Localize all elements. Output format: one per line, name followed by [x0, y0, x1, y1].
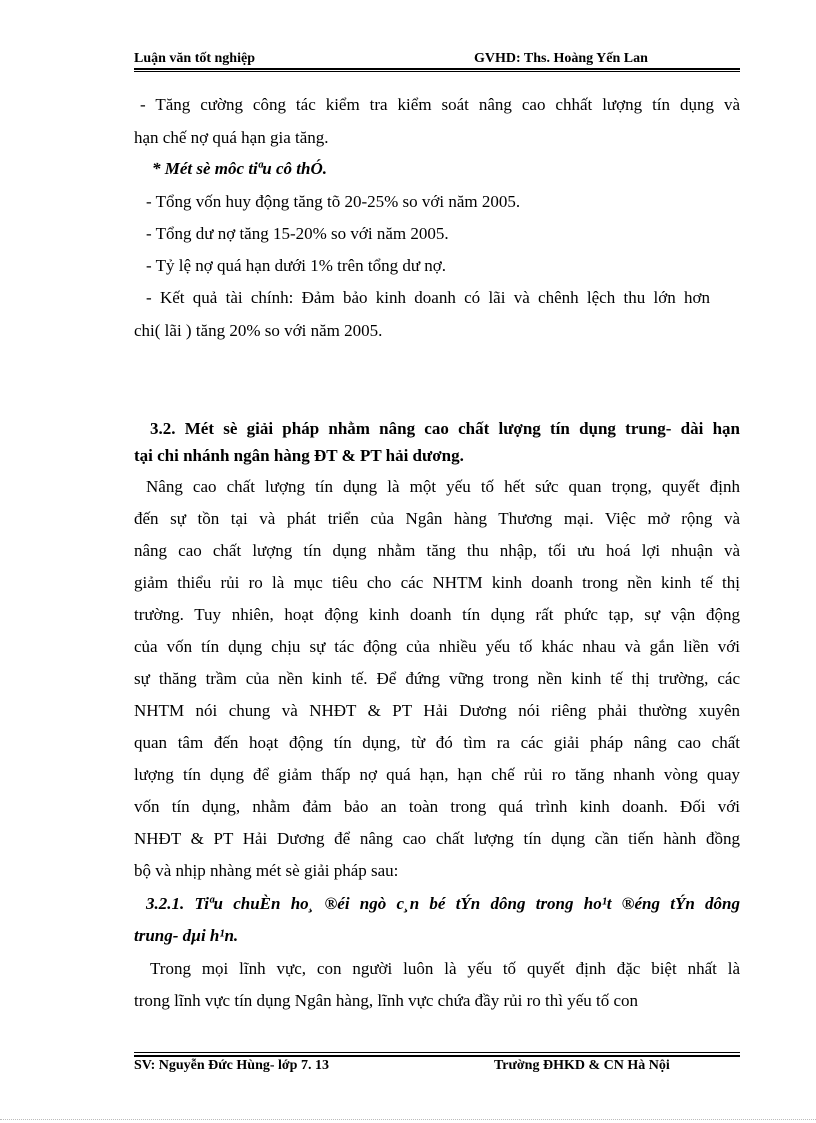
body-line: - Kết quả tài chính: Đảm bảo kinh doanh có lãi và chênh lệch thu lớn hơn [146, 288, 710, 307]
body-line: nâng cao chất lượng tín dụng nhằm tăng thu nhập, tối ưu hoá lợi nhuận và [134, 541, 740, 560]
body-line: trong lĩnh vực tín dụng Ngân hàng, lĩnh vực chứa đầy rủi ro thì yếu tố con [134, 991, 639, 1010]
body-line: của vốn tín dụng chịu sự tác động của nhiều yếu tố khác nhau và gắn liền với [134, 637, 740, 656]
body-line: hạn chế nợ quá hạn gia tăng. [134, 128, 329, 147]
footer-rule-thick [134, 1055, 740, 1057]
body-line: đến sự tồn tại và phát triển của Ngân hàng Thương mại. Việc mở rộng và [134, 509, 740, 528]
header-advisor: GVHD: Ths. Hoàng Yến Lan [474, 51, 648, 66]
body-line: - Tổng vốn huy động tăng tõ 20-25% so với năm 2005. [146, 192, 521, 211]
body-line: sự thăng trầm của nền kinh tế. Để đứng vững trong nền kinh tế thị trường, các [134, 669, 740, 688]
body-line: - Tổng dư nợ tăng 15-20% so với năm 2005. [146, 224, 449, 243]
body-line: quan tâm đến hoạt động tín dụng, từ đó tìm ra các giải pháp nâng cao chất [134, 733, 740, 752]
body-line: vốn tín dụng, nhằm đảm bảo an toàn trong quá trình kinh doanh. Đối với [134, 797, 740, 816]
section-heading-3-2-1-cont: trung- dµi h¹n. [134, 926, 239, 945]
body-line: trường. Tuy nhiên, hoạt động kinh doanh tín dụng rất phức tạp, sự vận động [134, 605, 740, 624]
body-line: NHTM nói chung và NHĐT & PT Hải Dương nói riêng phải thường xuyên [134, 701, 740, 720]
footer-university: Trường ĐHKD & CN Hà Nội [494, 1058, 670, 1073]
page-bottom-dotted-line [0, 1119, 816, 1120]
page-header [134, 48, 740, 70]
body-line: Trong mọi lĩnh vực, con người luôn là yếu tố quyết định đặc biệt nhất là [150, 959, 740, 978]
section-heading-3-2-1: 3.2.1. Tiªu chuÈn ho¸ ®éi ngò c¸n bé tÝn dông trong ho¹t ®éng tÝn dông [146, 894, 740, 913]
header-thesis-label: Luận văn tốt nghiệp [134, 51, 255, 66]
page-footer [134, 1058, 740, 1080]
body-line: chi( lãi ) tăng 20% so với năm 2005. [134, 321, 383, 340]
footer-student: SV: Nguyễn Đức Hùng- lớp 7. 13 [134, 1058, 329, 1073]
body-line: Nâng cao chất lượng tín dụng là một yếu tố hết sức quan trọng, quyết định [146, 477, 740, 496]
body-line: NHĐT & PT Hải Dương để nâng cao chất lượng tín dụng cần tiến hành đồng [134, 829, 740, 848]
header-rule-thick [134, 68, 740, 70]
section-heading-3-2-cont: tại chi nhánh ngân hàng ĐT & PT hải dương. [134, 446, 464, 465]
body-line: - Tỷ lệ nợ quá hạn dưới 1% trên tổng dư nợ. [146, 256, 447, 275]
body-line: bộ và nhịp nhàng mét sè giải pháp sau: [134, 861, 399, 880]
header-rule-thin [134, 71, 740, 72]
body-line: - Tăng cường công tác kiểm tra kiểm soát nâng cao chhất lượng tín dụng và [140, 95, 740, 114]
footer-rule-thin [134, 1052, 740, 1053]
body-line: lượng tín dụng để giảm thấp nợ quá hạn, hạn chế rủi ro tăng nhanh vòng quay [134, 765, 740, 784]
section-heading-3-2: 3.2. Mét sè giải pháp nhằm nâng cao chất lượng tín dụng trung- dài hạn [150, 419, 740, 438]
body-line: giảm thiểu rủi ro là mục tiêu cho các NHTM kinh doanh trong nền kinh tế thị [134, 573, 740, 592]
subheading-objectives: * Mét sè môc tiªu cô thÓ. [152, 159, 327, 178]
